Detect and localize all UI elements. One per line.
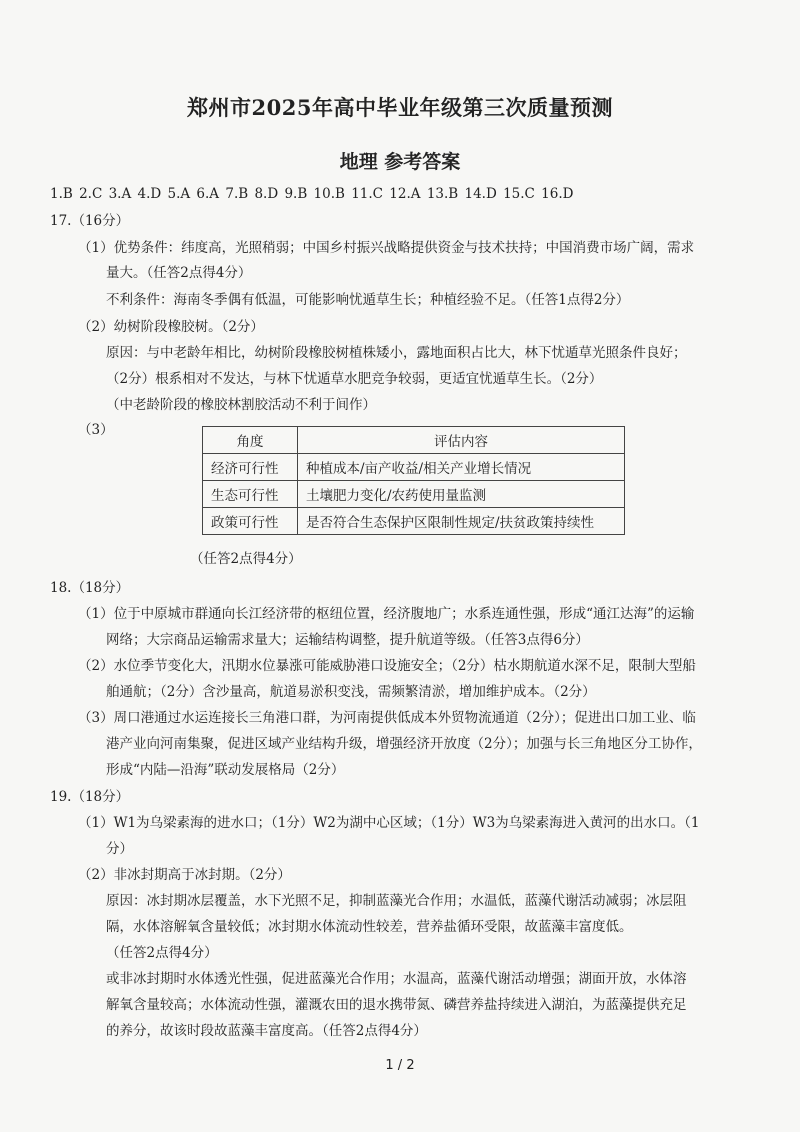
table-header: 评估内容: [298, 427, 625, 454]
text-line: （3）: [78, 422, 114, 438]
table-header: 角度: [203, 427, 298, 454]
choice-answers: 1.B 2.C 3.A 4.D 5.A 6.A 7.B 8.D 9.B 10.B 11.C 12.A 13.B 14.D 15.C 16.D: [50, 186, 574, 202]
table-cell: 生态可行性: [203, 481, 298, 508]
text-line: 网络；大宗商品运输需求量大；运输结构调整，提升航道等级。（任答3点得6分）: [106, 632, 589, 648]
text-line: （3）周口港通过水运连接长三角港口群，为河南提供低成本外贸物流通道（2分）；促进出口加工业、临: [78, 710, 696, 726]
table-cell: 政策可行性: [203, 508, 298, 535]
text-line: （1）W1为乌梁素海的进水口；（1分）W2为湖中心区域；（1分）W3为乌梁素海进入黄河的出水口。（1: [78, 815, 700, 831]
text-line: 原因：与中老龄年相比，幼树阶段橡胶树植株矮小，露地面积占比大，林下忧遁草光照条件良好；: [106, 345, 687, 361]
text-line: （1）位于中原城市群通向长江经济带的枢纽位置，经济腹地广；水系连通性强，形成“通江达海”的运输: [78, 606, 695, 622]
q18-heading: 18.（18分）: [50, 580, 130, 596]
text-line: 量大。（任答2点得4分）: [106, 265, 252, 281]
table-cell: 土壤肥力变化/农药使用量监测: [298, 481, 625, 508]
table-cell: 种植成本/亩产收益/相关产业增长情况: [298, 454, 625, 481]
text-line: 或非冰封期时水体透光性强，促进蓝藻光合作用；水温高，蓝藻代谢活动增强；湖面开放，水体溶: [106, 971, 687, 987]
text-line: 解氧含量较高；水体流动性强，灌溉农田的退水携带氮、磷营养盐持续进入湖泊，为蓝藻提供充足: [106, 997, 687, 1013]
text-line: （2）非冰封期高于冰封期。（2分）: [78, 867, 291, 883]
page-number: 1 / 2: [385, 1058, 415, 1073]
text-line: 原因：冰封期冰层覆盖，水下光照不足，抑制蓝藻光合作用；水温低，蓝藻代谢活动减弱；冰层阻: [106, 893, 687, 909]
text-line: （1）优势条件：纬度高，光照稍弱；中国乡村振兴战略提供资金与技术扶持；中国消费市场广阔，需求: [78, 240, 695, 256]
text-line: 形成“内陆—沿海”联动发展格局（2分）: [106, 762, 345, 778]
text-line: 的养分，故该时段故蓝藻丰富度高。（任答2点得4分）: [106, 1023, 427, 1039]
text-line: （任答2点得4分）: [190, 551, 302, 567]
q17-heading: 17.（16分）: [50, 213, 130, 229]
text-line: 隔，水体溶解氧含量较低；冰封期水体流动性较差，营养盐循环受限，故蓝藻丰富度低。: [106, 919, 633, 935]
text-line: （2）幼树阶段橡胶树。（2分）: [78, 319, 264, 335]
text-line: 舶通航；（2分）含沙量高，航道易淤积变浅，需频繁清淤，增加维护成本。（2分）: [106, 684, 596, 700]
page-title: 郑州市2025年高中毕业年级第三次质量预测: [187, 95, 613, 120]
table-cell: 经济可行性: [203, 454, 298, 481]
table-header-row: [203, 427, 625, 454]
text-line: 分）: [106, 841, 133, 857]
page-subtitle: 地理 参考答案: [339, 151, 461, 173]
text-line: 不利条件：海南冬季偶有低温，可能影响忧遁草生长；种植经验不足。（任答1点得2分）: [106, 292, 630, 308]
text-line: （2分）根系相对不发达，与林下忧遁草水肥竞争较弱，更适宜忧遁草生长。（2分）: [106, 371, 603, 387]
table-cell: 是否符合生态保护区限制性规定/扶贫政策持续性: [298, 508, 625, 535]
table-row: [203, 508, 625, 535]
text-line: 港产业向河南集聚，促进区域产业结构升级，增强经济开放度（2分）；加强与长三角地区分工协作，: [106, 736, 702, 752]
text-line: （中老龄阶段的橡胶林割胶活动不利于间作）: [106, 397, 376, 413]
evaluation-table: [202, 426, 625, 535]
text-line: （2）水位季节变化大，汛期水位暴涨可能威胁港口设施安全；（2分）枯水期航道水深不足，限制大型船: [78, 658, 696, 674]
q19-heading: 19.（18分）: [50, 789, 130, 805]
table-row: [203, 481, 625, 508]
text-line: （任答2点得4分）: [106, 945, 218, 961]
table-row: [203, 454, 625, 481]
